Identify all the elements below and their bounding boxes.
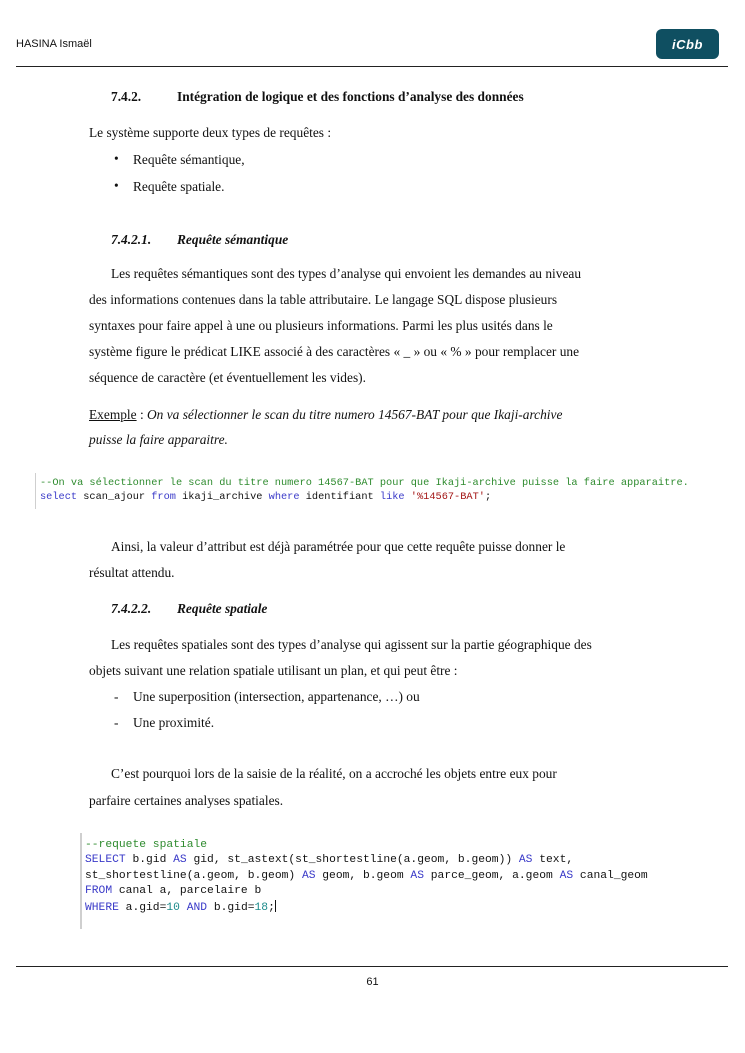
code-text: ; bbox=[268, 901, 275, 914]
code-keyword: where bbox=[268, 491, 300, 503]
logo-text: iCbb bbox=[672, 36, 703, 52]
code-keyword: AS bbox=[410, 869, 424, 882]
paragraph-line: objets suivant une relation spatiale utilisant un plan, et qui peut être : bbox=[89, 663, 458, 678]
bullet-dot: • bbox=[114, 151, 119, 166]
code-text: st_shortestline(a.geom, b.geom) bbox=[85, 869, 302, 882]
code-text: b.gid bbox=[125, 854, 174, 867]
paragraph-line: Ainsi, la valeur d’attribut est déjà paramétrée pour que cette requête puisse donner le bbox=[111, 539, 566, 554]
subsection-title: Requête sémantique bbox=[177, 232, 289, 247]
example-text-cont: puisse la faire apparaitre. bbox=[89, 432, 228, 447]
paragraph-line: C’est pourquoi lors de la saisie de la réalité, on a accroché les objets entre eux pour bbox=[111, 766, 557, 781]
paragraph-line: Les requêtes spatiales sont des types d’analyse qui agissent sur la partie géographique des bbox=[111, 637, 592, 652]
code-text: parce_geom, a.geom bbox=[423, 869, 560, 882]
dash-bullet: - bbox=[114, 689, 119, 704]
code-keyword: AS bbox=[301, 869, 316, 882]
paragraph-line: syntaxes pour faire appel à une ou plusieurs informations. Parmi les plus usités dans le bbox=[89, 318, 553, 333]
example-text: On va sélectionner le scan du titre numero 14567-BAT pour que Ikaji-archive bbox=[147, 407, 563, 422]
paragraph-line: des informations contenues dans la table attributaire. Le langage SQL dispose plusieurs bbox=[89, 292, 558, 307]
dash-item: Une superposition (intersection, appartenance, …) ou bbox=[133, 689, 420, 704]
code-keyword: AS bbox=[173, 854, 187, 867]
paragraph-line: Les requêtes sémantiques sont des types d’analyse qui envoient les demandes au niveau bbox=[111, 266, 582, 281]
code-keyword: FROM bbox=[85, 885, 113, 898]
bullet-item: Requête spatiale. bbox=[133, 179, 225, 194]
subsection-number: 7.4.2.2. bbox=[111, 601, 152, 616]
header-rule bbox=[16, 66, 728, 67]
code-text: text, bbox=[532, 854, 574, 867]
bullet-dot: • bbox=[114, 178, 119, 193]
code-text bbox=[180, 902, 187, 914]
code-text: scan_ajour bbox=[77, 491, 152, 503]
dash-item: Une proximité. bbox=[133, 715, 215, 730]
code-text: canal_geom bbox=[573, 869, 648, 882]
code-text: ikaji_archive bbox=[175, 491, 269, 503]
code-keyword: WHERE bbox=[85, 901, 119, 914]
paragraph-line: résultat attendu. bbox=[89, 565, 175, 580]
header-author: HASINA Ismaël bbox=[16, 38, 92, 50]
sql-code-spatial bbox=[85, 838, 648, 916]
section-number: 7.4.2. bbox=[111, 89, 142, 104]
paragraph-line: système figure le prédicat LIKE associé à des caractères « _ » ou « % » pour remplacer une bbox=[89, 344, 580, 359]
code-string: '%14567-BAT' bbox=[410, 491, 485, 503]
bullet-item: Requête sémantique, bbox=[133, 152, 245, 167]
code-text: canal a, parcelaire b bbox=[112, 885, 262, 898]
subsection-title: Requête spatiale bbox=[177, 601, 268, 616]
example-line bbox=[89, 407, 562, 423]
footer-rule bbox=[16, 966, 728, 967]
ikaji-logo bbox=[656, 29, 719, 59]
subsection-number: 7.4.2.1. bbox=[111, 232, 152, 247]
sql-code-semantic bbox=[40, 476, 689, 504]
code-text: identifiant bbox=[299, 491, 380, 503]
code-keyword: AS bbox=[559, 869, 574, 882]
code-gutter bbox=[80, 833, 82, 929]
section-title: Intégration de logique et des fonctions d’analyse des données bbox=[177, 89, 524, 104]
code-number: 10 bbox=[166, 901, 180, 914]
code-text: ; bbox=[484, 491, 492, 503]
page-number: 61 bbox=[366, 976, 379, 988]
code-comment: --requete spatiale bbox=[85, 839, 208, 851]
intro-text: Le système supporte deux types de requêtes : bbox=[89, 125, 332, 140]
text-cursor bbox=[275, 900, 276, 912]
code-text: gid, st_astext(st_shortestline(a.geom, b.geom)) bbox=[186, 854, 519, 867]
code-keyword: AS bbox=[518, 854, 533, 867]
paragraph-line: parfaire certaines analyses spatiales. bbox=[89, 793, 284, 808]
code-keyword: select bbox=[40, 491, 78, 503]
code-text: geom, b.geom bbox=[315, 869, 411, 882]
code-number: 18 bbox=[254, 901, 269, 914]
code-text: a.gid= bbox=[118, 901, 167, 914]
code-keyword: like bbox=[379, 491, 405, 503]
code-gutter bbox=[35, 473, 36, 509]
paragraph-line: séquence de caractère (et éventuellement les vides). bbox=[89, 370, 366, 385]
example-label: Exemple bbox=[89, 407, 137, 422]
code-keyword: from bbox=[151, 491, 176, 503]
code-keyword: AND bbox=[186, 901, 208, 914]
example-separator: : bbox=[136, 407, 148, 422]
dash-bullet: - bbox=[114, 715, 119, 730]
code-comment: --On va sélectionner le scan du titre numero 14567-BAT pour que Ikaji-archive puisse la faire apparaitre. bbox=[40, 477, 689, 489]
code-text: b.gid= bbox=[207, 901, 255, 914]
code-keyword: SELECT bbox=[85, 854, 126, 867]
